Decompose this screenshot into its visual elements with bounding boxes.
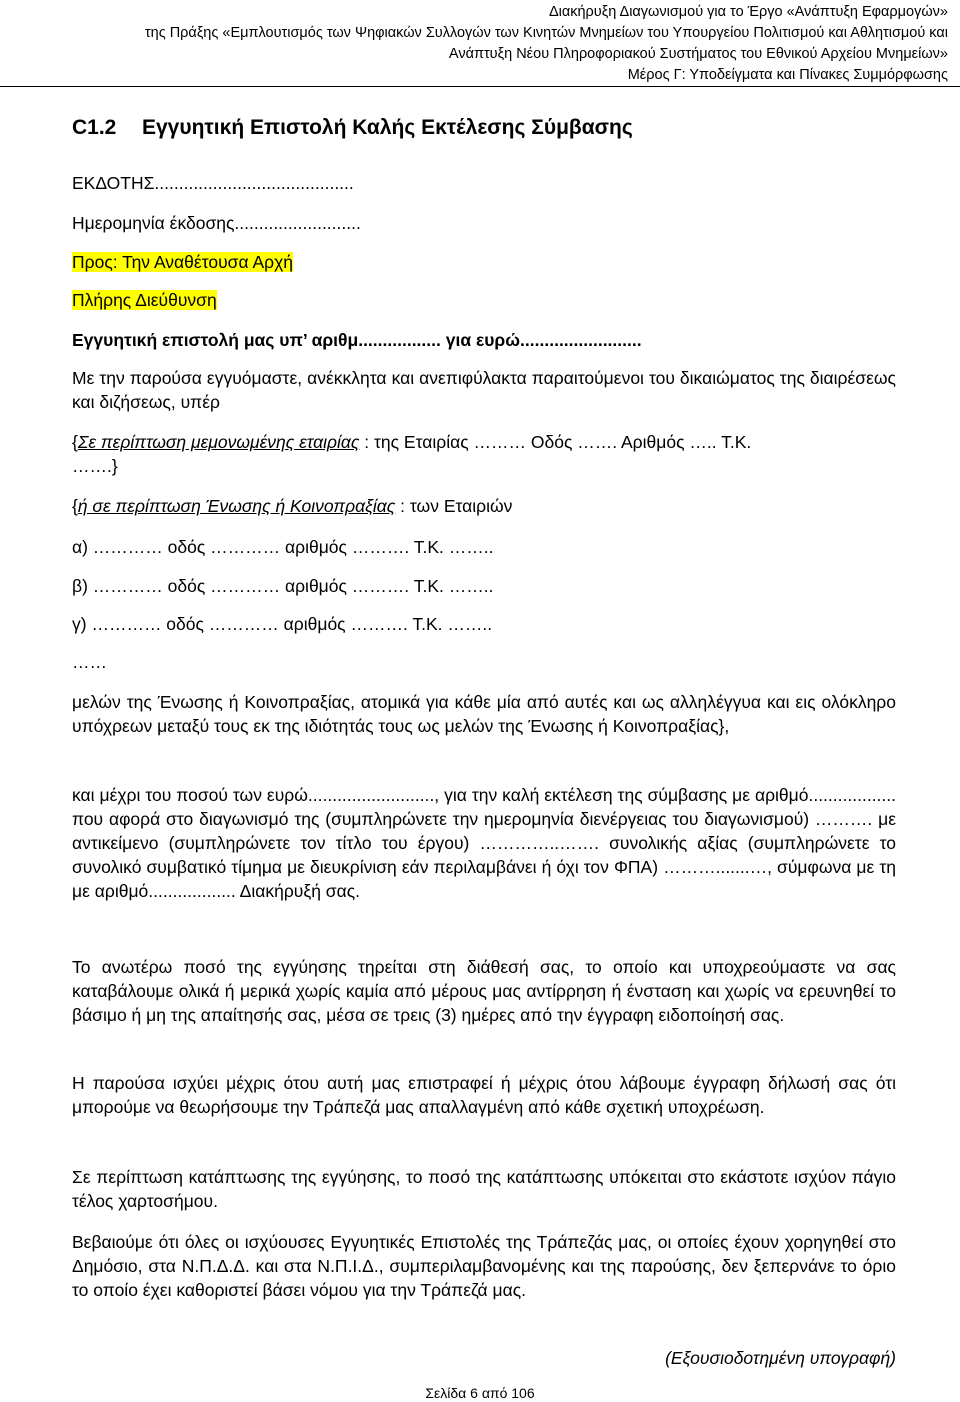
brace-open: { <box>72 496 78 516</box>
intro-text: Με την παρούσα εγγυόμαστε, ανέκκλητα και ανεπιφύλακτα παραιτούμενοι του δικαιώματος της διαιρέσεως και διζήσεως, υπέρ <box>72 368 896 412</box>
members-clause <box>72 690 896 738</box>
signature-line: (Εξουσιοδοτημένη υπογραφή) <box>665 1348 896 1368</box>
address-line: Πλήρης Διεύθυνση <box>72 290 217 310</box>
section-number: C1.2 <box>72 116 117 139</box>
header-line-3: Ανάπτυξη Νέου Πληροφοριακού Συστήματος του Εθνικού Αρχείου Μνημείων» <box>448 46 948 62</box>
union-case-label: ή σε περίπτωση Ένωσης ή Κοινοπραξίας <box>77 496 396 516</box>
member-line: β) ………… οδός ………… αριθμός ………. Τ.Κ. …….. <box>72 576 494 596</box>
paragraph-text: Σε περίπτωση κατάπτωσης της εγγύησης, το ποσό της κατάπτωσης υπόκειται στο εκάστοτε ισχύον πάγιο τέλος χαρτοσήμου. <box>72 1167 896 1211</box>
members-clause-text: μελών της Ένωσης ή Κοινοπραξίας, ατομικά για κάθε μία από αυτές και ως αλληλέγγυα και εις ολόκληρο υπόχρεων μεταξύ τους εκ της ιδιότητάς τους ως μελών της Ένωσης ή Κοινοπραξίας}, <box>72 692 896 736</box>
paragraph <box>72 955 896 1027</box>
member-line: …… <box>72 652 107 672</box>
brace-open: { <box>72 432 78 452</box>
company-details-cont: …….} <box>72 456 118 476</box>
paragraph <box>72 1165 896 1213</box>
paragraph-text: Βεβαιούμε ότι όλες οι ισχύουσες Εγγυητικές Επιστολές της Τράπεζάς μας, οι οποίες έχουν χορηγηθεί στο Δημόσιο, στα Ν.Π.Δ.Δ. και στα Ν.Π.Ι.Δ., συμπεριλαμβανομένης και της παρούσης, δεν ξεπερνάνε το όριο το οποίο έχει καθοριστεί βάσει νόμου για την Τράπεζά μας. <box>72 1232 896 1300</box>
header-line-4: Μέρος Γ: Υποδείγματα και Πίνακες Συμμόρφωσης <box>627 67 948 83</box>
page-number: Σελίδα 6 από 106 <box>425 1385 535 1401</box>
header-line-2: της Πράξης «Εμπλουτισμός των Ψηφιακών Συλλογών των Κινητών Μνημείων του Υπουργείου Πολιτισμού και Αθλητισμού και <box>144 25 948 41</box>
paragraph <box>72 1071 896 1119</box>
company-line <box>72 430 896 478</box>
section-title: Εγγυητική Επιστολή Καλής Εκτέλεσης Σύμβασης <box>142 116 633 139</box>
amount-clause <box>72 783 896 903</box>
section-heading <box>72 116 633 140</box>
recipient-line: Προς: Την Αναθέτουσα Αρχή <box>72 252 294 272</box>
union-line <box>72 496 512 517</box>
header-divider <box>0 86 960 87</box>
issue-date-line: Ημερομηνία έκδοσης.......................... <box>72 213 361 233</box>
issuer-line: ΕΚΔΟΤΗΣ......................................... <box>72 173 354 193</box>
paragraph <box>72 1230 896 1302</box>
paragraph-text: Η παρούσα ισχύει μέχρις ότου αυτή μας επιστραφεί ή μέχρις ότου λάβουμε έγγραφη δήλωσή σας ότι μπορούμε να θεωρήσουμε την Τράπεζά μας απαλλαγμένη από κάθε σχετική υποχρέωση. <box>72 1073 896 1117</box>
company-details: : της Εταιρίας ……… Οδός ……. Αριθμός ….. Τ.Κ. <box>359 432 752 452</box>
union-details: : των Εταιριών <box>395 496 513 516</box>
member-line: γ) ………… οδός ………… αριθμός ………. Τ.Κ. …….. <box>72 614 493 634</box>
letter-reference: Εγγυητική επιστολή μας υπ’ αριθμ................. για ευρώ......................... <box>72 330 642 350</box>
header-line-1: Διακήρυξη Διαγωνισμού για το Έργο «Ανάπτυξη Εφαρμογών» <box>548 4 948 20</box>
company-case-label: Σε περίπτωση μεμονωμένης εταιρίας <box>77 432 360 452</box>
member-line: α) ………… οδός ………… αριθμός ………. Τ.Κ. …….. <box>72 537 494 557</box>
amount-clause-text: και μέχρι του ποσού των ευρώ.........................., για την καλή εκτέλεση της σύμβασης με αριθμό.................. που αφορά στο διαγωνισμό της (συμπληρώνετε την ημερομηνία διενέργειας του διαγωνισμού) ………. με αντικείμενο (συμπληρώνετε τον τίτλο του έργου) …………..……. συνολικής αξίας (συμπληρώνετε το συνολικό συμβατικό τίμημα με διευκρίνιση εάν περιλαμβάνει ή όχι τον ΦΠΑ) ……….......…, σύμφωνα με τη με αριθμό.................. Διακήρυξή σας. <box>72 785 896 901</box>
intro-paragraph <box>72 366 896 414</box>
document-header <box>145 2 948 86</box>
paragraph-text: Το ανωτέρω ποσό της εγγύησης τηρείται στη διάθεσή σας, το οποίο και υποχρεούμαστε να σας καταβάλουμε ολικά ή μερικά χωρίς καμία από μέρους μας αντίρρηση ή ένσταση και χωρίς να ερευνηθεί το βάσιμο ή μη της απαίτησής σας, μέσα σε τρεις (3) ημέρες από την έγγραφη ειδοποίησή σας. <box>72 957 896 1025</box>
